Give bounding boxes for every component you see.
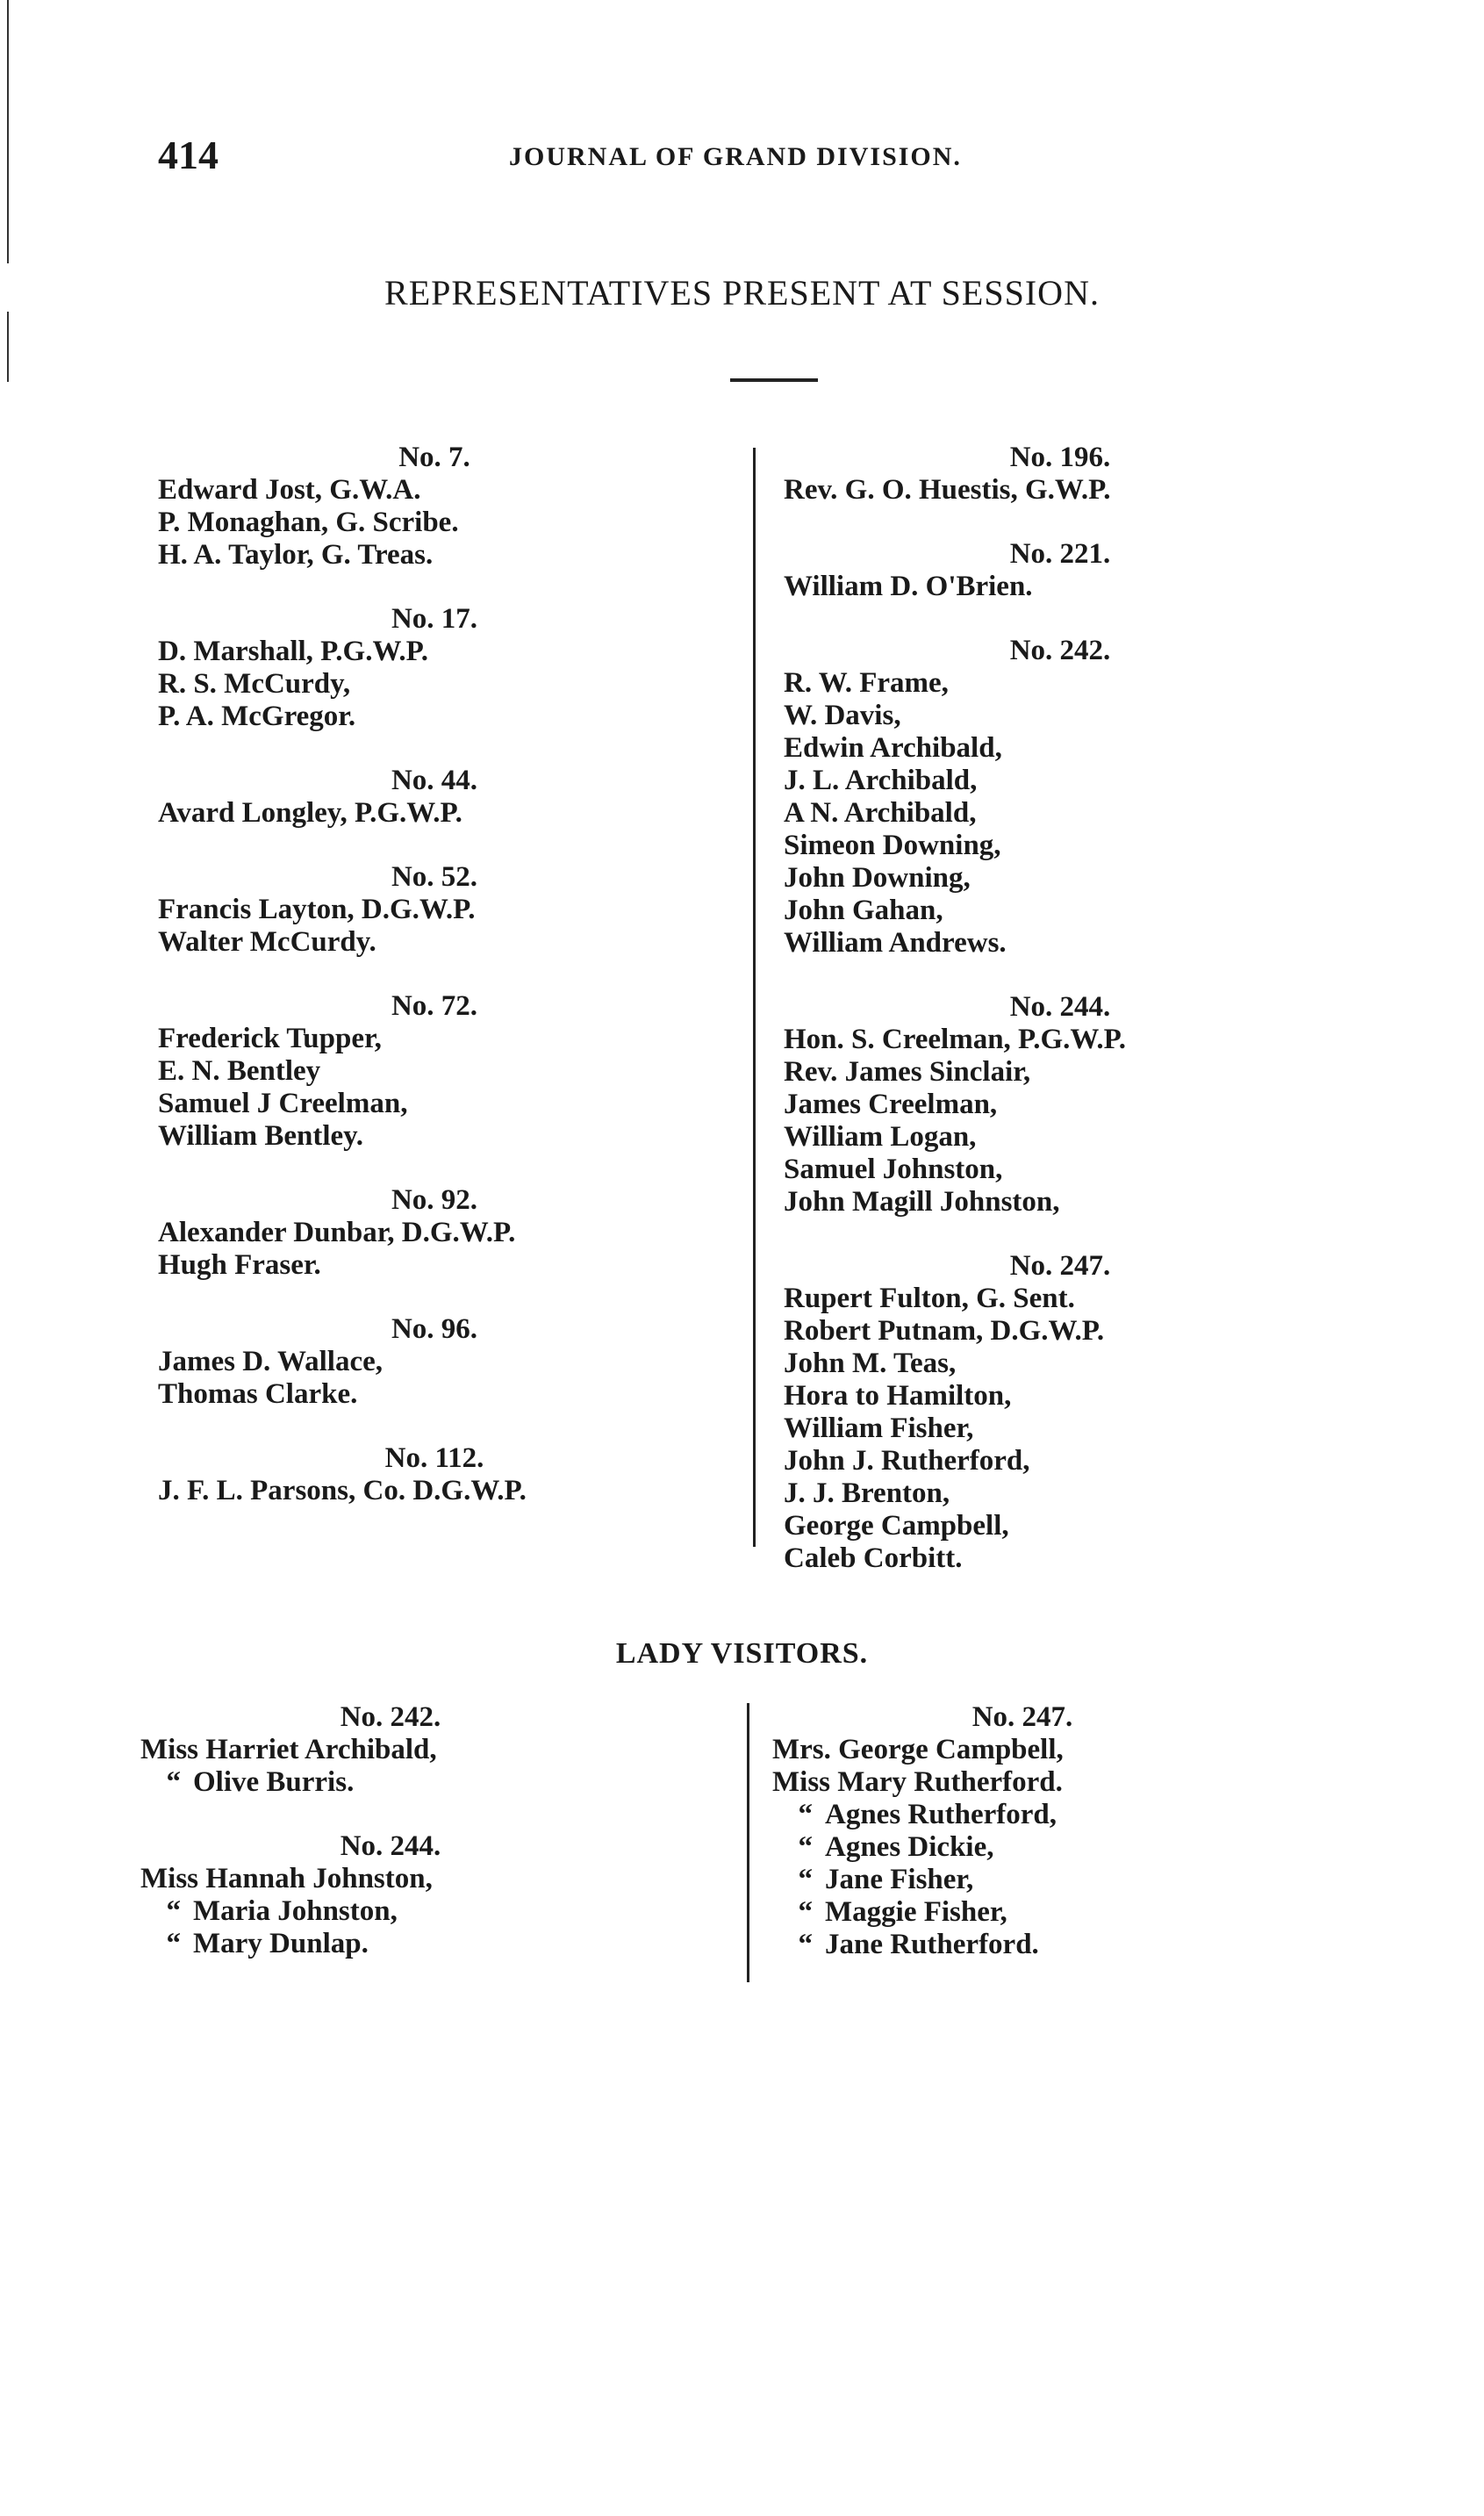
lodge-number: No. 112. [384, 1442, 484, 1474]
lodge-block [158, 1184, 649, 1282]
ditto-mark: “ [798, 1864, 813, 1895]
page-title: REPRESENTATIVES PRESENT AT SESSION. [384, 273, 1100, 313]
lodge-block [158, 1442, 649, 1507]
member-name: P. Monaghan, G. Scribe. [158, 507, 459, 538]
member-name: George Campbell, [784, 1510, 1009, 1542]
member-name: John M. Teas, [784, 1348, 957, 1379]
lodge-block [158, 765, 649, 830]
member-name [140, 1734, 579, 1766]
member-name: Walter McCurdy. [158, 926, 376, 958]
lodge-number: No. 196. [1009, 442, 1111, 473]
member-name: Edward Jost, G.W.A. [158, 474, 421, 506]
member-name: Alexander Dunbar, D.G.W.P. [158, 1217, 516, 1248]
member-name [772, 1734, 1211, 1766]
member-name [772, 1766, 1211, 1799]
lodge-block [158, 990, 649, 1153]
lodge-block [772, 1701, 1211, 1961]
section-title-lady-visitors: LADY VISITORS. [615, 1637, 869, 1670]
member-name: W. Davis, [784, 700, 901, 731]
lodge-number: No. 52. [391, 861, 478, 893]
member-name [772, 1799, 1211, 1831]
member-name: R. W. Frame, [784, 667, 949, 699]
member-name [140, 1895, 579, 1928]
lodge-block [784, 991, 1275, 1218]
member-name-text: Maria Johnston, [193, 1895, 398, 1927]
member-name [140, 1863, 579, 1895]
member-name: R. S. McCurdy, [158, 668, 351, 700]
margin-rule [7, 312, 9, 382]
member-name-text: Miss Harriet Archibald, [140, 1734, 437, 1765]
member-name-text: Mary Dunlap. [193, 1928, 369, 1959]
member-name-text: Miss Mary Rutherford. [772, 1766, 1063, 1798]
representatives-right-column [784, 442, 1275, 1575]
lodge-block [784, 442, 1275, 507]
member-name: Frederick Tupper, [158, 1023, 382, 1054]
lodge-block [784, 538, 1275, 603]
member-name [140, 1928, 579, 1960]
member-name: Rupert Fulton, G. Sent. [784, 1283, 1075, 1314]
lodge-number: No. 242. [340, 1701, 441, 1733]
member-name-text: Jane Fisher, [825, 1864, 974, 1895]
ditto-mark: “ [798, 1896, 813, 1928]
member-name-text: Agnes Rutherford, [825, 1799, 1057, 1830]
member-name: John Downing, [784, 862, 971, 894]
page-number: 414 [158, 133, 219, 177]
member-name: James Creelman, [784, 1089, 998, 1120]
ditto-mark: “ [166, 1928, 181, 1959]
ditto-mark: “ [798, 1831, 813, 1863]
member-name-text: Olive Burris. [193, 1766, 355, 1798]
member-name: William Fisher, [784, 1413, 974, 1444]
member-name: Hora to Hamilton, [784, 1380, 1012, 1412]
member-name: J. F. L. Parsons, Co. D.G.W.P. [158, 1475, 527, 1506]
member-name: John Magill Johnston, [784, 1186, 1060, 1218]
lodge-number: No. 242. [1009, 635, 1111, 666]
member-name: H. A. Taylor, G. Treas. [158, 539, 434, 571]
member-name: William Logan, [784, 1121, 977, 1153]
visitors-left-column [140, 1701, 579, 1960]
member-name: Samuel J Creelman, [158, 1088, 408, 1119]
member-name: J. L. Archibald, [784, 765, 978, 796]
member-name: Hon. S. Creelman, P.G.W.P. [784, 1024, 1126, 1055]
ditto-mark: “ [798, 1929, 813, 1960]
column-divider [753, 448, 756, 1547]
member-name: Avard Longley, P.G.W.P. [158, 797, 462, 829]
member-name-text: Maggie Fisher, [825, 1896, 1007, 1928]
member-name: John J. Rutherford, [784, 1445, 1030, 1477]
running-head: JOURNAL OF GRAND DIVISION. [509, 142, 962, 171]
member-name: P. A. McGregor. [158, 701, 356, 732]
member-name: A N. Archibald, [784, 797, 977, 829]
member-name [772, 1896, 1211, 1929]
lodge-number: No. 96. [391, 1313, 478, 1345]
lodge-number: No. 44. [391, 765, 478, 796]
member-name: Robert Putnam, D.G.W.P. [784, 1315, 1105, 1347]
lodge-number: No. 7. [398, 442, 470, 473]
lodge-number: No. 221. [1009, 538, 1111, 570]
member-name: Caleb Corbitt. [784, 1542, 963, 1574]
lodge-block [140, 1830, 579, 1960]
lodge-number: No. 17. [391, 603, 478, 635]
member-name [772, 1864, 1211, 1896]
lodge-number: No. 244. [1009, 991, 1111, 1023]
member-name: William D. O'Brien. [784, 571, 1033, 602]
member-name: Rev. G. O. Huestis, G.W.P. [784, 474, 1111, 506]
member-name: E. N. Bentley [158, 1055, 321, 1087]
lodge-number: No. 244. [340, 1830, 441, 1862]
lodge-number: No. 72. [391, 990, 478, 1022]
member-name: J. J. Brenton, [784, 1477, 950, 1509]
lodge-block [158, 1313, 649, 1411]
ditto-mark: “ [166, 1766, 181, 1798]
lodge-block [158, 603, 649, 733]
lodge-block [158, 442, 649, 571]
member-name [772, 1831, 1211, 1864]
title-rule [730, 378, 818, 382]
member-name: James D. Wallace, [158, 1346, 384, 1377]
representatives-left-column [158, 442, 649, 1507]
lodge-number: No. 247. [1009, 1250, 1111, 1282]
member-name: D. Marshall, P.G.W.P. [158, 636, 429, 667]
lodge-block [784, 1250, 1275, 1575]
lodge-number: No. 92. [391, 1184, 478, 1216]
margin-rule [7, 0, 9, 263]
column-divider [747, 1703, 749, 1982]
member-name: William Andrews. [784, 927, 1007, 959]
member-name: Hugh Fraser. [158, 1249, 321, 1281]
lodge-block [784, 635, 1275, 960]
member-name: Rev. James Sinclair, [784, 1056, 1031, 1088]
member-name-text: Mrs. George Campbell, [772, 1734, 1064, 1765]
member-name: Samuel Johnston, [784, 1154, 1003, 1185]
member-name: Edwin Archibald, [784, 732, 1002, 764]
member-name [772, 1929, 1211, 1961]
member-name [140, 1766, 579, 1799]
ditto-mark: “ [798, 1799, 813, 1830]
visitors-right-column [772, 1701, 1211, 1961]
lodge-block [158, 861, 649, 959]
lodge-block [140, 1701, 579, 1799]
member-name: Thomas Clarke. [158, 1378, 358, 1410]
member-name: John Gahan, [784, 895, 943, 926]
member-name-text: Agnes Dickie, [825, 1831, 994, 1863]
member-name: William Bentley. [158, 1120, 364, 1152]
member-name-text: Miss Hannah Johnston, [140, 1863, 433, 1894]
lodge-number: No. 247. [971, 1701, 1073, 1733]
ditto-mark: “ [166, 1895, 181, 1927]
member-name-text: Jane Rutherford. [825, 1929, 1039, 1960]
member-name: Francis Layton, D.G.W.P. [158, 894, 476, 925]
member-name: Simeon Downing, [784, 830, 1001, 861]
